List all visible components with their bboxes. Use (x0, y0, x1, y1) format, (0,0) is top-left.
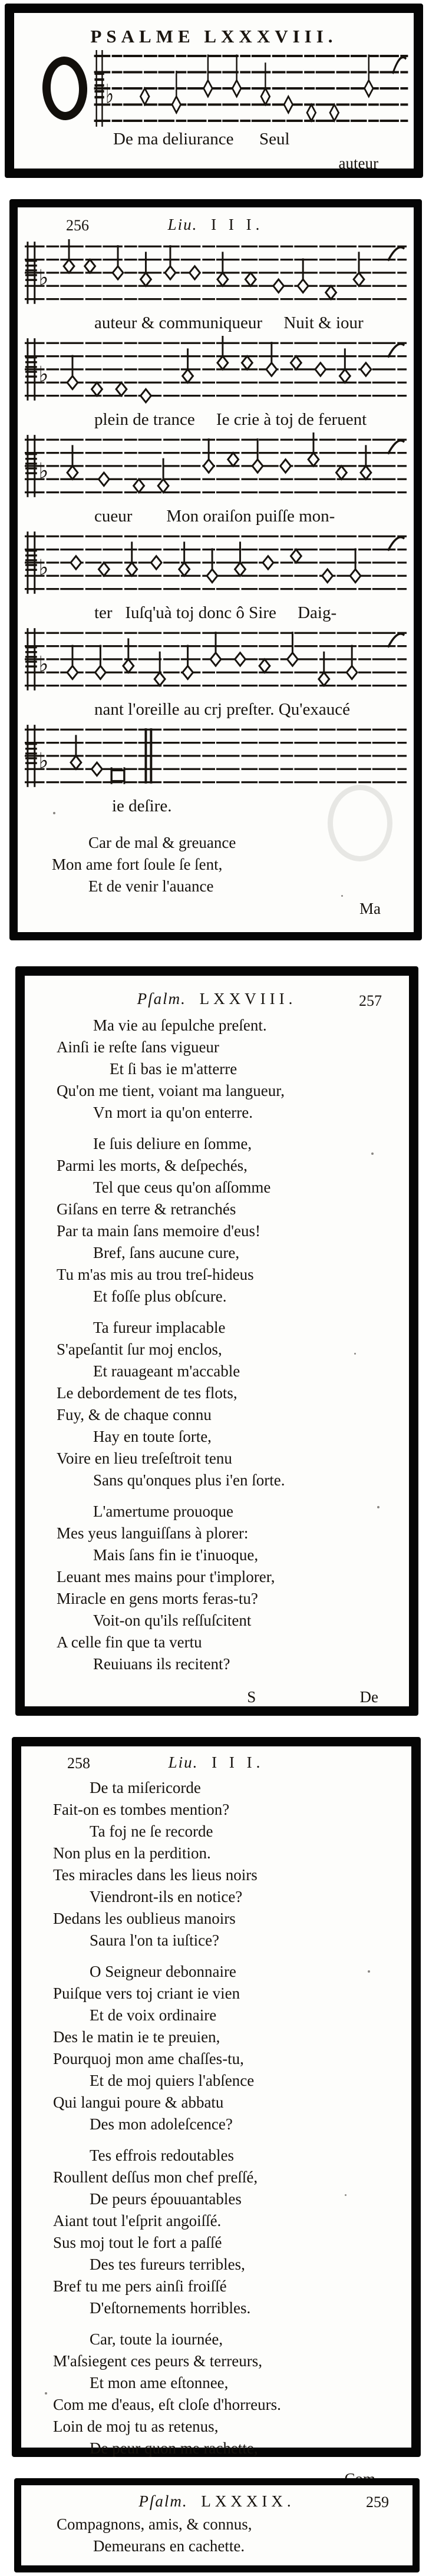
book-numeral: I I I. (212, 1753, 265, 1771)
verse-line: Vn mort ia qu'on enterre. (93, 1104, 253, 1121)
ink-speck (354, 1353, 356, 1355)
running-head (25, 1746, 408, 1777)
verse-line: Reuiuans ils recitent? (93, 1655, 230, 1673)
panel-page-256 (9, 199, 422, 940)
psalm-label: Pſalm. (138, 2492, 188, 2510)
book-heading (24, 216, 408, 234)
verse-line: L'amertume prouoque (93, 1502, 234, 1520)
svg-text:♭: ♭ (38, 265, 49, 290)
book-label: Liu. (167, 216, 198, 233)
svg-text:♭: ♭ (38, 748, 49, 773)
signature-mark: S (247, 1688, 256, 1706)
panel-psalm-88-title (5, 4, 423, 178)
decorated-initial-O (41, 56, 88, 121)
verse-line: Compagnons, amis, & connus, (57, 2515, 252, 2533)
book-label: Liu. (168, 1753, 199, 1771)
verse-line: Fait-on es tombes mention? (53, 1801, 230, 1818)
verse-line: Sans qu'onques plus i'en ſorte. (93, 1471, 285, 1489)
svg-text:♭: ♭ (38, 652, 49, 676)
page-number: 259 (366, 2494, 389, 2511)
verse-line: Et de venir l'auance (88, 877, 214, 895)
verse-line: Viendront-ils en notice? (90, 1888, 243, 1905)
psalm-title: PSALME LXXXVIII. (90, 26, 338, 47)
svg-text:♭: ♭ (38, 555, 49, 580)
verse-line: D'eſtornements horribles. (90, 2299, 251, 2317)
verse-line: Fuy, & de chaque connu (57, 1406, 212, 1424)
verse-block (28, 1015, 405, 1675)
verse-line: Ainſi ie reſte ſans vigueur (57, 1038, 219, 1056)
catchword-row (14, 152, 414, 176)
ink-speck (371, 1152, 374, 1155)
verse-block (25, 1777, 408, 2459)
verse-line: Non plus en la perdition. (53, 1844, 211, 1862)
verse-line: O Seigneur debonnaire (90, 1963, 236, 1980)
verse-line: Mon ame fort ſoule ſe ſent, (52, 856, 223, 873)
verse-line: Des mon adoleſcence? (90, 2115, 233, 2133)
running-head (24, 209, 408, 239)
verse-line: Ta fureur implacable (93, 1319, 226, 1336)
lyric-line: auteur & communiqueur Nuit & iour (94, 313, 364, 332)
verse-line: Bref tu me pers ainſi froiſſé (53, 2277, 227, 2295)
panel-page-257 (15, 966, 418, 1716)
verse-line: Parmi les morts, & deſpechés, (57, 1157, 248, 1174)
verse-line: Mais ſans fin ie t'inuoque, (93, 1546, 259, 1564)
verse-line: Et mon ame eſtonnee, (90, 2374, 229, 2392)
verse-line: Ma vie au ſepulche preſent. (93, 1016, 267, 1034)
verse-line: Puiſque vers toj criant ie vien (53, 1984, 240, 2002)
psalm-numeral: LXXXIX. (201, 2492, 295, 2510)
verse-line: Roullent deſſus mon chef preſſé, (53, 2168, 258, 2186)
ink-speck (45, 2392, 47, 2395)
svg-text:♭: ♭ (38, 458, 49, 483)
verse-line: Hay en toute ſorte, (93, 1428, 212, 1445)
lyric-line: De ma deliurance Seul (113, 130, 290, 148)
music-staff (24, 722, 408, 794)
verse-line: Tel que ceus qu'on aſſomme (93, 1178, 271, 1196)
catchword-row (24, 897, 408, 924)
panel-page-259 (14, 2478, 420, 2572)
verse-line: Sus moj tout le fort a paſſé (53, 2234, 222, 2251)
lyric-line: plein de trance Ie crie à toj de feruent (94, 410, 367, 429)
verse-line: Qui langui poure & abbatu (53, 2093, 224, 2111)
lyric-line: ter Iuſq'uà toj donc ô Sire Daig- (94, 603, 337, 622)
verse-line: S'apeſantit ſur moj enclos, (57, 1340, 222, 1358)
verse-line: Le debordement de tes flots, (57, 1384, 237, 1402)
music-staff (24, 529, 408, 601)
ink-speck (53, 812, 55, 814)
page-number: 257 (359, 992, 382, 1009)
verse-line: Et ſi bas ie m'atterre (110, 1060, 237, 1078)
bleed-through-mark (328, 785, 392, 861)
verse-line: Et rauageant m'accable (93, 1362, 240, 1380)
catchword: De (359, 1688, 378, 1706)
verse-line: De ta miſericorde (90, 1779, 201, 1796)
catchword: Ma (359, 900, 381, 917)
catchword: auteur (338, 154, 378, 172)
verse-line: Qu'on me tient, voiant ma langueur, (57, 1082, 285, 1099)
verse-line: Ta foj ne ſe recorde (90, 1822, 213, 1840)
running-head (21, 2485, 412, 2514)
psalm-label: Pſalm. (137, 990, 186, 1008)
book-numeral: I I I. (211, 216, 264, 233)
verse-line: Car de mal & greuance (88, 834, 236, 851)
verse-line: Loin de moj tu as retenus, (53, 2418, 219, 2435)
verse-line: Saura l'on ta iuſtice? (90, 1931, 220, 1949)
verse-line: A celle fin que ta vertu (57, 1633, 202, 1651)
lyric-line: ie deſire. (112, 797, 172, 815)
verse-line: Voit-on qu'ils reſſuſcitent (93, 1611, 252, 1629)
verse-line: Des le matin ie te preuien, (53, 2028, 220, 2046)
psalm-heading (21, 2492, 412, 2511)
psalm-heading (28, 990, 405, 1008)
verse-line: Tes miracles dans les lieus noirs (53, 1866, 258, 1884)
ink-speck (345, 2194, 346, 2196)
verse-line: Leuant mes mains pour t'implorer, (57, 1568, 275, 1586)
verse-line: Tes effrois redoutables (90, 2146, 235, 2164)
verse-line: Miracle en gens morts feras-tu? (57, 1590, 258, 1607)
catchword-row (28, 1686, 405, 1713)
music-line (14, 47, 414, 136)
page-number: 256 (66, 217, 89, 234)
panel-page-258 (12, 1737, 421, 2457)
verse-line: Par ta main ſans memoire d'eus! (57, 1222, 261, 1240)
page-number: 258 (67, 1755, 90, 1772)
verse-line: Mes yeus languiſſans à plorer: (57, 1524, 249, 1542)
verse-line: Aiant tout l'eſprit angoiſſé. (53, 2212, 222, 2230)
verse-line: Des tes fureurs terribles, (90, 2255, 245, 2273)
svg-text:♭: ♭ (105, 80, 114, 110)
verse-line: Giſans en terre & retranchés (57, 1200, 236, 1218)
svg-text:♭: ♭ (38, 362, 49, 387)
verse-line: De peur quon me rachette, (90, 2439, 258, 2457)
music-staff (24, 336, 408, 408)
verse-line: Et de moj quiers l'abſence (90, 2072, 255, 2089)
music-staff (24, 432, 408, 504)
verse-line: Demeurans en cachette. (93, 2537, 245, 2555)
running-head (28, 976, 405, 1015)
music-staff (24, 239, 408, 311)
book-heading (25, 1753, 408, 1772)
verse-line: M'aſsiegent ces peurs & terreurs, (53, 2352, 262, 2370)
lyric-line: cueur Mon oraiſon puiſſe mon- (94, 507, 335, 526)
ink-speck (341, 895, 343, 897)
verse-line: Et foſſe plus obſcure. (93, 1287, 227, 1305)
verse-block (21, 2514, 412, 2557)
ink-speck (368, 1970, 370, 1973)
verse-line: Bref, ſans aucune cure, (93, 1244, 240, 1261)
psalm-numeral: LXXVIII. (199, 990, 297, 1008)
lyric-line: nant l'oreille au crj preſter. Qu'exaucé (94, 700, 350, 719)
verse-line: De peurs épouuantables (90, 2190, 242, 2208)
ink-speck (377, 1506, 380, 1508)
verse-line: Tu m'as mis au trou treſ-hideus (57, 1266, 254, 1283)
verse-line: Pourquoj mon ame chaſſes-tu, (53, 2050, 244, 2068)
verse-line: Dedans les oublieus manoirs (53, 1910, 236, 1927)
verse-line: Ie ſuis deliure en ſomme, (93, 1135, 252, 1152)
verse-line: Voire en lieu treſeſtroit tenu (57, 1449, 232, 1467)
music-staff (24, 626, 408, 698)
verse-line: Car, toute la iournée, (90, 2330, 223, 2348)
verse-line: Et de voix ordinaire (90, 2006, 217, 2024)
verse-line: Com me d'eaus, eſt cloſe d'horreurs. (53, 2396, 281, 2413)
music-staff (93, 47, 409, 136)
